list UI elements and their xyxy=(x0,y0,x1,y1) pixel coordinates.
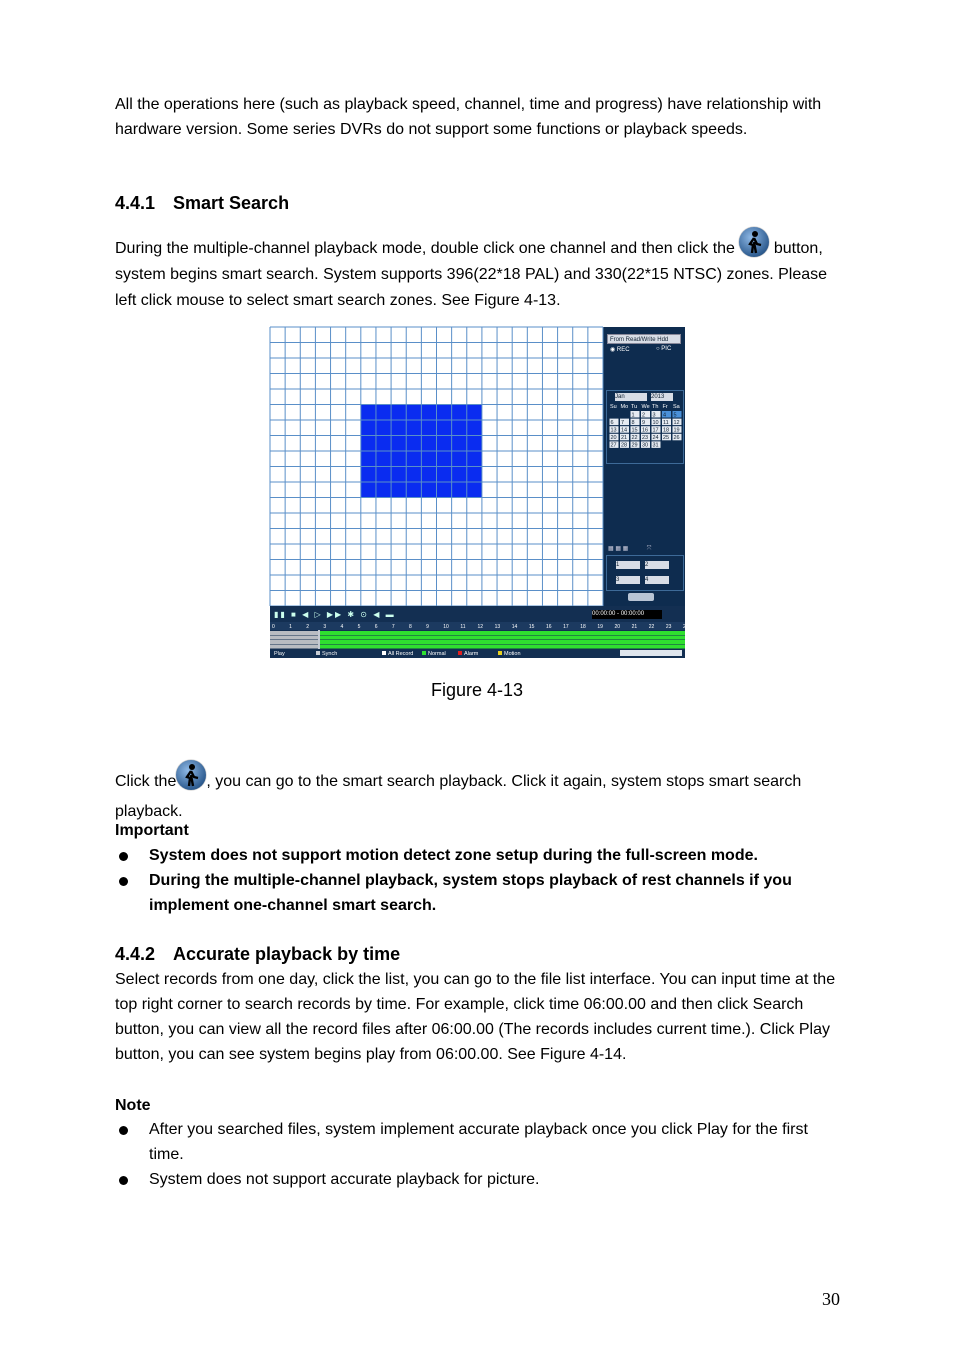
channel-record-bar[interactable] xyxy=(320,640,685,644)
day-label: 13 xyxy=(610,427,617,434)
channel-3-select[interactable]: 3 xyxy=(616,576,640,584)
rec-label: REC xyxy=(616,347,630,353)
timeline-hour-label: 19 xyxy=(597,624,603,630)
day-label: 2 xyxy=(642,412,646,419)
day-label: 26 xyxy=(673,435,680,442)
month-select[interactable]: Jan xyxy=(615,393,647,401)
weekday-label: Tu xyxy=(631,404,638,410)
timeline-hour-label: 6 xyxy=(374,624,378,630)
timeline-hour-label: 10 xyxy=(443,624,449,630)
list-item-text: System does not support accurate playback for picture. xyxy=(149,1171,540,1188)
timeline-hour-label: 18 xyxy=(580,624,586,630)
day-label: 6 xyxy=(610,419,614,426)
weekday-label: We xyxy=(641,404,650,410)
day-label: 20 xyxy=(610,435,617,442)
day-label: 16 xyxy=(642,427,649,434)
playback-sidebar xyxy=(604,327,685,606)
timeline-hour-label: 17 xyxy=(563,624,569,630)
timeline-hour-label: 22 xyxy=(648,624,655,630)
year-select[interactable]: 2013 xyxy=(651,393,673,401)
day-label: 28 xyxy=(621,442,628,449)
timeline-hour-label: 20 xyxy=(614,624,621,630)
list-item xyxy=(115,1117,845,1167)
time-range-input[interactable]: 00:00:00 - 00:00:00 xyxy=(592,610,662,619)
source-select[interactable]: From Read/Write Hdd xyxy=(607,334,681,344)
zoom-toggle[interactable] xyxy=(620,650,682,656)
paragraph-text: button, system begins smart search. System supports 396(22*18 PAL) and 330(22*15 NTSC) zones. Please left click mouse to select smart search zones. See Figure 4-13. xyxy=(115,240,828,309)
legend-label: All Record xyxy=(388,651,414,657)
timeline-hour-label: 8 xyxy=(409,624,412,630)
channel-empty-bar xyxy=(270,645,318,649)
motion-zone-grid[interactable] xyxy=(270,327,603,606)
legend-label: Motion xyxy=(504,651,521,657)
section-heading-accurate-playback xyxy=(115,944,400,965)
day-label: 5 xyxy=(673,412,677,419)
day-label: 12 xyxy=(673,419,680,426)
channel-record-bar[interactable] xyxy=(320,636,685,640)
smart-search-screenshot xyxy=(270,327,689,658)
timeline-hour-label: 3 xyxy=(323,624,327,630)
day-label: 11 xyxy=(663,419,669,426)
legend-label: Normal xyxy=(428,651,446,657)
timeline-hour-label: 12 xyxy=(477,624,484,630)
timeline-hour-label: 7 xyxy=(391,624,395,630)
list-item xyxy=(115,1167,845,1192)
day-label: 9 xyxy=(642,419,646,426)
list-item-text: During the multiple-channel playback, system stops playback of rest channels if you implement one-channel smart search. xyxy=(149,872,792,914)
weekday-label: Th xyxy=(652,404,659,410)
day-label: 19 xyxy=(673,427,680,434)
day-label: 21 xyxy=(621,435,628,442)
playback-control-bar xyxy=(270,606,689,658)
timeline-hour-label: 0 xyxy=(272,624,275,630)
time-start: 00:00:00 xyxy=(592,611,616,617)
day-label: 7 xyxy=(621,419,625,426)
channel-empty-bar xyxy=(270,640,318,644)
weekday-label: Su xyxy=(610,404,617,410)
layout-icons[interactable]: ▦ ▦ ▦ ⤧ xyxy=(608,546,652,552)
legend-swatch xyxy=(422,651,426,655)
channel-empty-bar xyxy=(270,636,318,640)
channel-record-bar[interactable] xyxy=(320,645,685,649)
section-number: 4.4.1 xyxy=(115,193,156,213)
day-label: 17 xyxy=(652,427,659,434)
timeline-hour-label: 2 xyxy=(306,624,310,630)
paragraph-text: Click the xyxy=(115,773,177,790)
legend-label: Play xyxy=(274,651,285,657)
smart-search-icon xyxy=(176,760,206,790)
section-heading-smart-search xyxy=(115,193,289,214)
day-label: 15 xyxy=(631,427,638,434)
bullet-icon xyxy=(119,1176,128,1185)
important-label: Important xyxy=(115,822,189,839)
day-label: 8 xyxy=(631,419,635,426)
day-label: 23 xyxy=(642,435,649,442)
legend-swatch xyxy=(382,651,386,655)
time-end: 00:00:00 xyxy=(620,611,645,617)
day-label: 27 xyxy=(610,442,617,449)
channel-record-bar[interactable] xyxy=(320,631,685,635)
channel-1-select[interactable]: 1 xyxy=(616,561,640,569)
record-timeline[interactable] xyxy=(270,622,689,658)
click-icon-paragraph xyxy=(115,760,845,827)
transport-buttons[interactable]: ▮▮ ■ ◀ ▷ ▶▶ ✱ ⊙ ◀ ▬ xyxy=(274,610,396,619)
smart-search-paragraph xyxy=(115,227,845,314)
timeline-hour-label: 11 xyxy=(460,624,466,630)
day-label: 25 xyxy=(663,435,670,442)
day-label: 30 xyxy=(642,442,649,449)
timeline-hour-label: 24 xyxy=(683,624,689,630)
timeline-hour-label: 21 xyxy=(631,624,638,630)
legend-swatch xyxy=(498,651,502,655)
paragraph-text: During the multiple-channel playback mode, double click one channel and then click the xyxy=(115,240,735,257)
list-item-text: System does not support motion detect zone setup during the full-screen mode. xyxy=(149,847,758,864)
legend-swatch xyxy=(316,651,320,655)
smart-search-icon xyxy=(739,227,769,257)
channel-4-select[interactable]: 4 xyxy=(645,576,669,584)
channel-selects xyxy=(606,555,684,591)
accurate-playback-paragraph: Select records from one day, click the list, you can go to the file list interface. You can input time at the top right corner to search records by time. For example, click time 06:00.00 and then click Search button, you can view all the record files after 06:00.00 (The records includes current time.). Click Play button, you can see system begins play from 06:00.00. See Figure 4-14. xyxy=(115,971,836,1063)
rec-radio[interactable]: ◉ REC xyxy=(610,347,630,353)
day-label: 24 xyxy=(652,435,659,442)
day-label: 1 xyxy=(631,412,635,419)
pic-radio[interactable]: ○ PIC xyxy=(656,346,672,352)
intro-paragraph: All the operations here (such as playback speed, channel, time and progress) have relationship with hardware version. Some series DVRs do not support some functions or playback speeds. xyxy=(115,96,822,138)
weekday-label: Fr xyxy=(662,404,668,410)
legend-swatch xyxy=(458,651,462,655)
timeline-hour-label: 1 xyxy=(289,624,292,630)
day-label: 18 xyxy=(663,427,670,434)
legend-label: Alarm xyxy=(464,651,479,657)
day-label: 31 xyxy=(652,442,659,449)
list-item xyxy=(115,843,845,868)
pic-label: PIC xyxy=(661,346,672,352)
day-label: 3 xyxy=(652,412,656,419)
page-number: 30 xyxy=(822,1289,840,1309)
day-label: 10 xyxy=(652,419,659,426)
timeline-hour-label: 15 xyxy=(528,624,535,630)
figure-caption: Figure 4-13 xyxy=(430,680,524,700)
timeline-hour-label: 4 xyxy=(340,624,344,630)
calendar xyxy=(606,390,684,464)
list-item xyxy=(115,868,845,918)
calendar-days[interactable] xyxy=(607,402,683,462)
weekday-label: Sa xyxy=(673,404,680,410)
day-label: 4 xyxy=(663,412,667,419)
section-title: Accurate playback by time xyxy=(173,944,401,964)
bullet-icon xyxy=(119,1126,128,1135)
bullet-icon xyxy=(119,852,128,861)
timeline-hour-label: 16 xyxy=(546,624,552,630)
section-number: 4.4.2 xyxy=(115,944,156,964)
timeline-hour-label: 14 xyxy=(511,624,518,630)
day-label: 14 xyxy=(621,427,628,434)
paragraph-text: , you can go to the smart search playback. Click it again, system stops smart search playback. xyxy=(115,773,802,820)
bullet-icon xyxy=(119,877,128,886)
channel-empty-bar xyxy=(270,631,318,635)
channel-2-select[interactable]: 2 xyxy=(645,561,669,569)
timeline-hour-label: 9 xyxy=(426,624,429,630)
day-label: 29 xyxy=(631,442,638,449)
section-title: Smart Search xyxy=(173,193,290,213)
note-label: Note xyxy=(115,1097,151,1114)
search-button[interactable] xyxy=(628,593,654,601)
list-item-text: After you searched files, system implement accurate playback once you click Play for the first time. xyxy=(149,1121,808,1163)
day-label: 22 xyxy=(631,435,638,442)
legend-label: Synch xyxy=(322,651,338,657)
timeline-hour-label: 23 xyxy=(665,624,672,630)
weekday-label: Mo xyxy=(620,404,629,410)
timeline-hour-label: 5 xyxy=(357,624,361,630)
timeline-hour-label: 13 xyxy=(494,624,501,630)
